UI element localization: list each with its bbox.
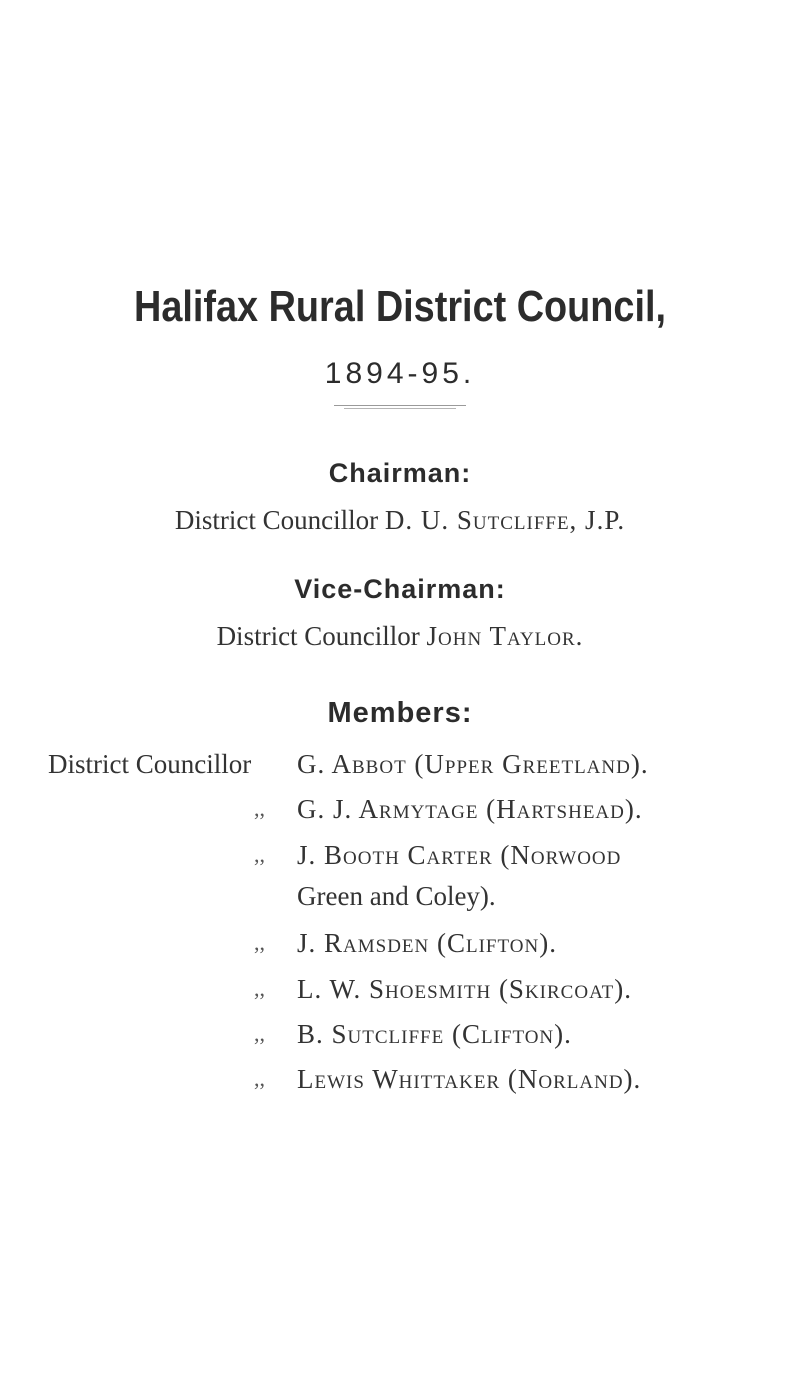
chairman-line (0, 505, 800, 536)
member-item: Lewis Whittaker (Norland). (297, 1064, 642, 1094)
vice-chairman-line (0, 621, 800, 652)
member-item: B. Sutcliffe (Clifton). (297, 1019, 572, 1049)
ditto-mark: ,, (254, 976, 265, 1001)
members-prefix: District Councillor (48, 749, 252, 779)
ditto-mark: ,, (254, 1066, 265, 1091)
members-heading: Members: (327, 697, 473, 729)
ditto-mark: ,, (254, 1021, 265, 1046)
ditto-mark: ,, (254, 842, 265, 867)
member-item: J. Ramsden (Clifton). (297, 928, 557, 958)
member-item: G. J. Armytage (Hartshead). (297, 794, 643, 824)
chairman-prefix: District Councillor (174, 505, 379, 535)
divider-rule (334, 405, 466, 406)
page-title: Halifax Rural District Council, (134, 282, 666, 331)
chairman-name: D. U. Sutcliffe, J.P. (384, 505, 626, 535)
member-item-continuation: Green and Coley). (297, 881, 496, 911)
member-item: G. Abbot (Upper Greetland). (297, 749, 649, 779)
ditto-mark: ,, (254, 796, 265, 821)
vice-chairman-name: John Taylor. (426, 621, 584, 651)
vice-chairman-prefix: District Councillor (216, 621, 420, 651)
divider-rule-secondary (344, 408, 456, 409)
member-item: L. W. Shoesmith (Skircoat). (297, 974, 633, 1004)
member-item: J. Booth Carter (Norwood (297, 840, 622, 870)
year-range: 1894-95. (324, 357, 476, 390)
vice-chairman-heading: Vice-Chairman: (294, 574, 506, 604)
ditto-mark: ,, (254, 930, 265, 955)
chairman-heading: Chairman: (328, 458, 472, 488)
